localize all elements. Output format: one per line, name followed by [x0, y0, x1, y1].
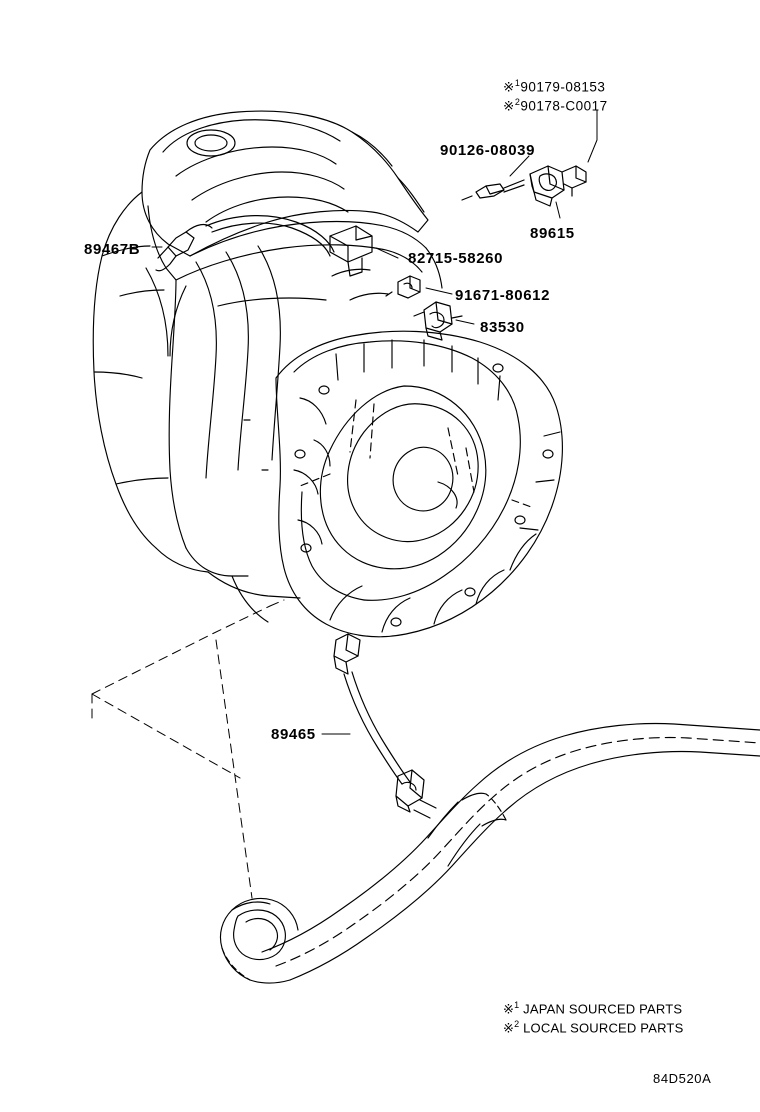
part-label-89467b: 89467B: [84, 241, 141, 258]
footnote-1-text: JAPAN SOURCED PARTS: [523, 1001, 683, 1017]
part-label-91671-80612: 91671-80612: [455, 287, 551, 304]
marked-part-1: [503, 78, 605, 96]
footnote-2: [503, 1019, 683, 1036]
part-label-82715-58260: 82715-58260: [408, 250, 504, 267]
footnote-2-text: LOCAL SOURCED PARTS: [523, 1020, 684, 1036]
part-label-90126-08039: 90126-08039: [440, 142, 536, 159]
marker-index-2: 2: [514, 97, 521, 107]
marked-part-2-text: 90178-C0017: [520, 98, 608, 114]
marker-index-1: 1: [514, 78, 521, 88]
footnote-marker-1: ※: [503, 1001, 515, 1017]
marker-symbol-2: ※: [503, 98, 515, 114]
footnote-index-2: 2: [514, 1019, 520, 1029]
marked-part-1-text: 90179-08153: [520, 79, 606, 95]
part-label-89615: 89615: [530, 225, 575, 242]
footnote-marker-2: ※: [503, 1020, 515, 1036]
footnote-1: [503, 1000, 682, 1017]
marked-part-2: [503, 97, 608, 115]
part-label-83530: 83530: [480, 319, 525, 336]
part-label-89465: 89465: [271, 726, 316, 743]
footnote-index-1: 1: [514, 1000, 520, 1010]
marker-symbol-1: ※: [503, 79, 515, 95]
figure-code: 84D520A: [653, 1071, 712, 1086]
